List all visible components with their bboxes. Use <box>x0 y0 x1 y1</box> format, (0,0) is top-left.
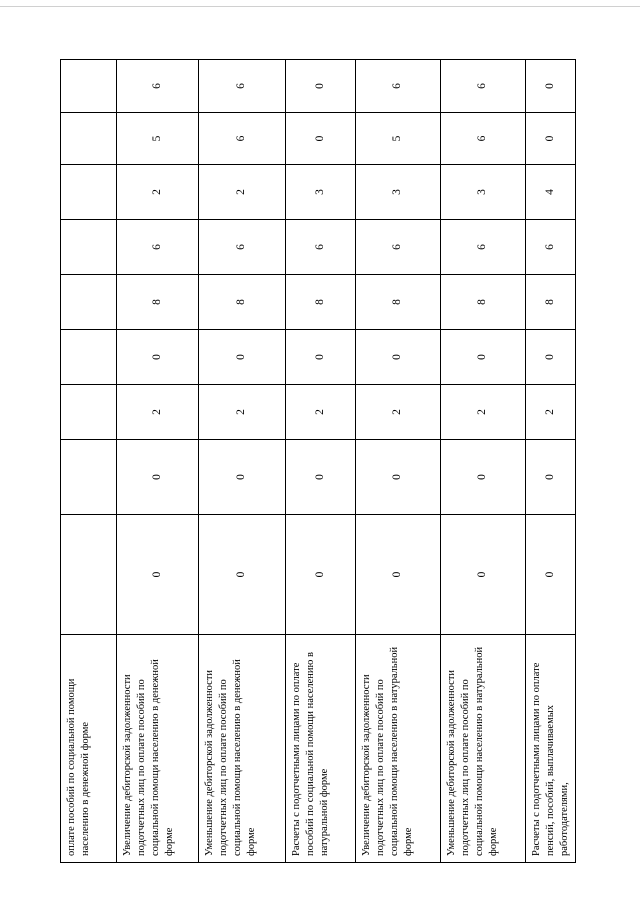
row-label: оплате пособий по социальной помощи населению в денежной форме <box>61 635 117 863</box>
table-row <box>286 60 356 863</box>
cell-value <box>61 60 117 113</box>
cell-value <box>61 275 117 330</box>
cell-value: 0 <box>441 515 526 635</box>
cell-value: 6 <box>199 220 286 275</box>
table-row <box>356 60 441 863</box>
row-label: Уменьшение дебиторской задолженности подотчетных лиц по оплате пособий по социальной помощи населению в денежной форме <box>199 635 286 863</box>
cell-value: 0 <box>526 60 576 113</box>
cell-value <box>61 165 117 220</box>
table-row <box>61 60 117 863</box>
cell-value: 0 <box>117 515 199 635</box>
cell-value: 0 <box>441 330 526 385</box>
cell-value: 0 <box>286 60 356 113</box>
cell-value: 5 <box>117 113 199 165</box>
cell-value: 0 <box>286 515 356 635</box>
table-row <box>441 60 526 863</box>
accounts-table <box>60 59 576 863</box>
cell-value: 3 <box>356 165 441 220</box>
cell-value: 0 <box>117 440 199 515</box>
cell-value <box>61 440 117 515</box>
cell-value: 6 <box>356 60 441 113</box>
cell-value: 0 <box>117 330 199 385</box>
row-label: Уменьшение дебиторской задолженности подотчетных лиц по оплате пособий по социальной помощи населению в натуральной форме <box>441 635 526 863</box>
page-top-rule <box>0 6 640 7</box>
cell-value <box>61 330 117 385</box>
cell-value: 6 <box>286 220 356 275</box>
cell-value: 8 <box>526 275 576 330</box>
row-label: Увеличение дебиторской задолженности подотчетных лиц по оплате пособий по социальной помощи населению в денежной форме <box>117 635 199 863</box>
cell-value: 2 <box>286 385 356 440</box>
cell-value: 0 <box>356 440 441 515</box>
cell-value: 6 <box>526 220 576 275</box>
cell-value: 0 <box>286 440 356 515</box>
cell-value: 3 <box>441 165 526 220</box>
cell-value <box>61 385 117 440</box>
cell-value <box>61 220 117 275</box>
cell-value: 0 <box>199 515 286 635</box>
cell-value: 0 <box>441 440 526 515</box>
cell-value: 0 <box>286 113 356 165</box>
cell-value: 0 <box>199 440 286 515</box>
cell-value: 6 <box>441 220 526 275</box>
row-label: Увеличение дебиторской задолженности подотчетных лиц по оплате пособий по социальной помощи населению в натуральной форме <box>356 635 441 863</box>
cell-value <box>61 113 117 165</box>
cell-value: 2 <box>199 165 286 220</box>
cell-value: 0 <box>526 113 576 165</box>
cell-value: 8 <box>199 275 286 330</box>
cell-value: 0 <box>526 330 576 385</box>
cell-value: 0 <box>286 330 356 385</box>
cell-value: 0 <box>199 330 286 385</box>
cell-value: 2 <box>199 385 286 440</box>
cell-value: 2 <box>441 385 526 440</box>
cell-value: 6 <box>356 220 441 275</box>
cell-value: 6 <box>117 60 199 113</box>
cell-value <box>61 515 117 635</box>
cell-value: 0 <box>526 515 576 635</box>
rotated-table-container <box>60 60 575 863</box>
cell-value: 2 <box>356 385 441 440</box>
cell-value: 6 <box>117 220 199 275</box>
cell-value: 6 <box>441 113 526 165</box>
cell-value: 2 <box>117 165 199 220</box>
cell-value: 2 <box>526 385 576 440</box>
cell-value: 6 <box>199 60 286 113</box>
cell-value: 0 <box>526 440 576 515</box>
cell-value: 3 <box>286 165 356 220</box>
cell-value: 5 <box>356 113 441 165</box>
cell-value: 0 <box>356 330 441 385</box>
row-label: Расчеты с подотчетными лицами по оплате пенсий, пособий, выплачиваемых работодателями, <box>526 635 576 863</box>
table-row <box>526 60 576 863</box>
cell-value: 2 <box>117 385 199 440</box>
cell-value: 8 <box>441 275 526 330</box>
cell-value: 4 <box>526 165 576 220</box>
cell-value: 8 <box>356 275 441 330</box>
table-row <box>199 60 286 863</box>
cell-value: 8 <box>286 275 356 330</box>
table-row <box>117 60 199 863</box>
cell-value: 0 <box>356 515 441 635</box>
row-label: Расчеты с подотчетными лицами по оплате пособий по социальной помощи населению в натуральной форме <box>286 635 356 863</box>
cell-value: 6 <box>199 113 286 165</box>
cell-value: 6 <box>441 60 526 113</box>
cell-value: 8 <box>117 275 199 330</box>
